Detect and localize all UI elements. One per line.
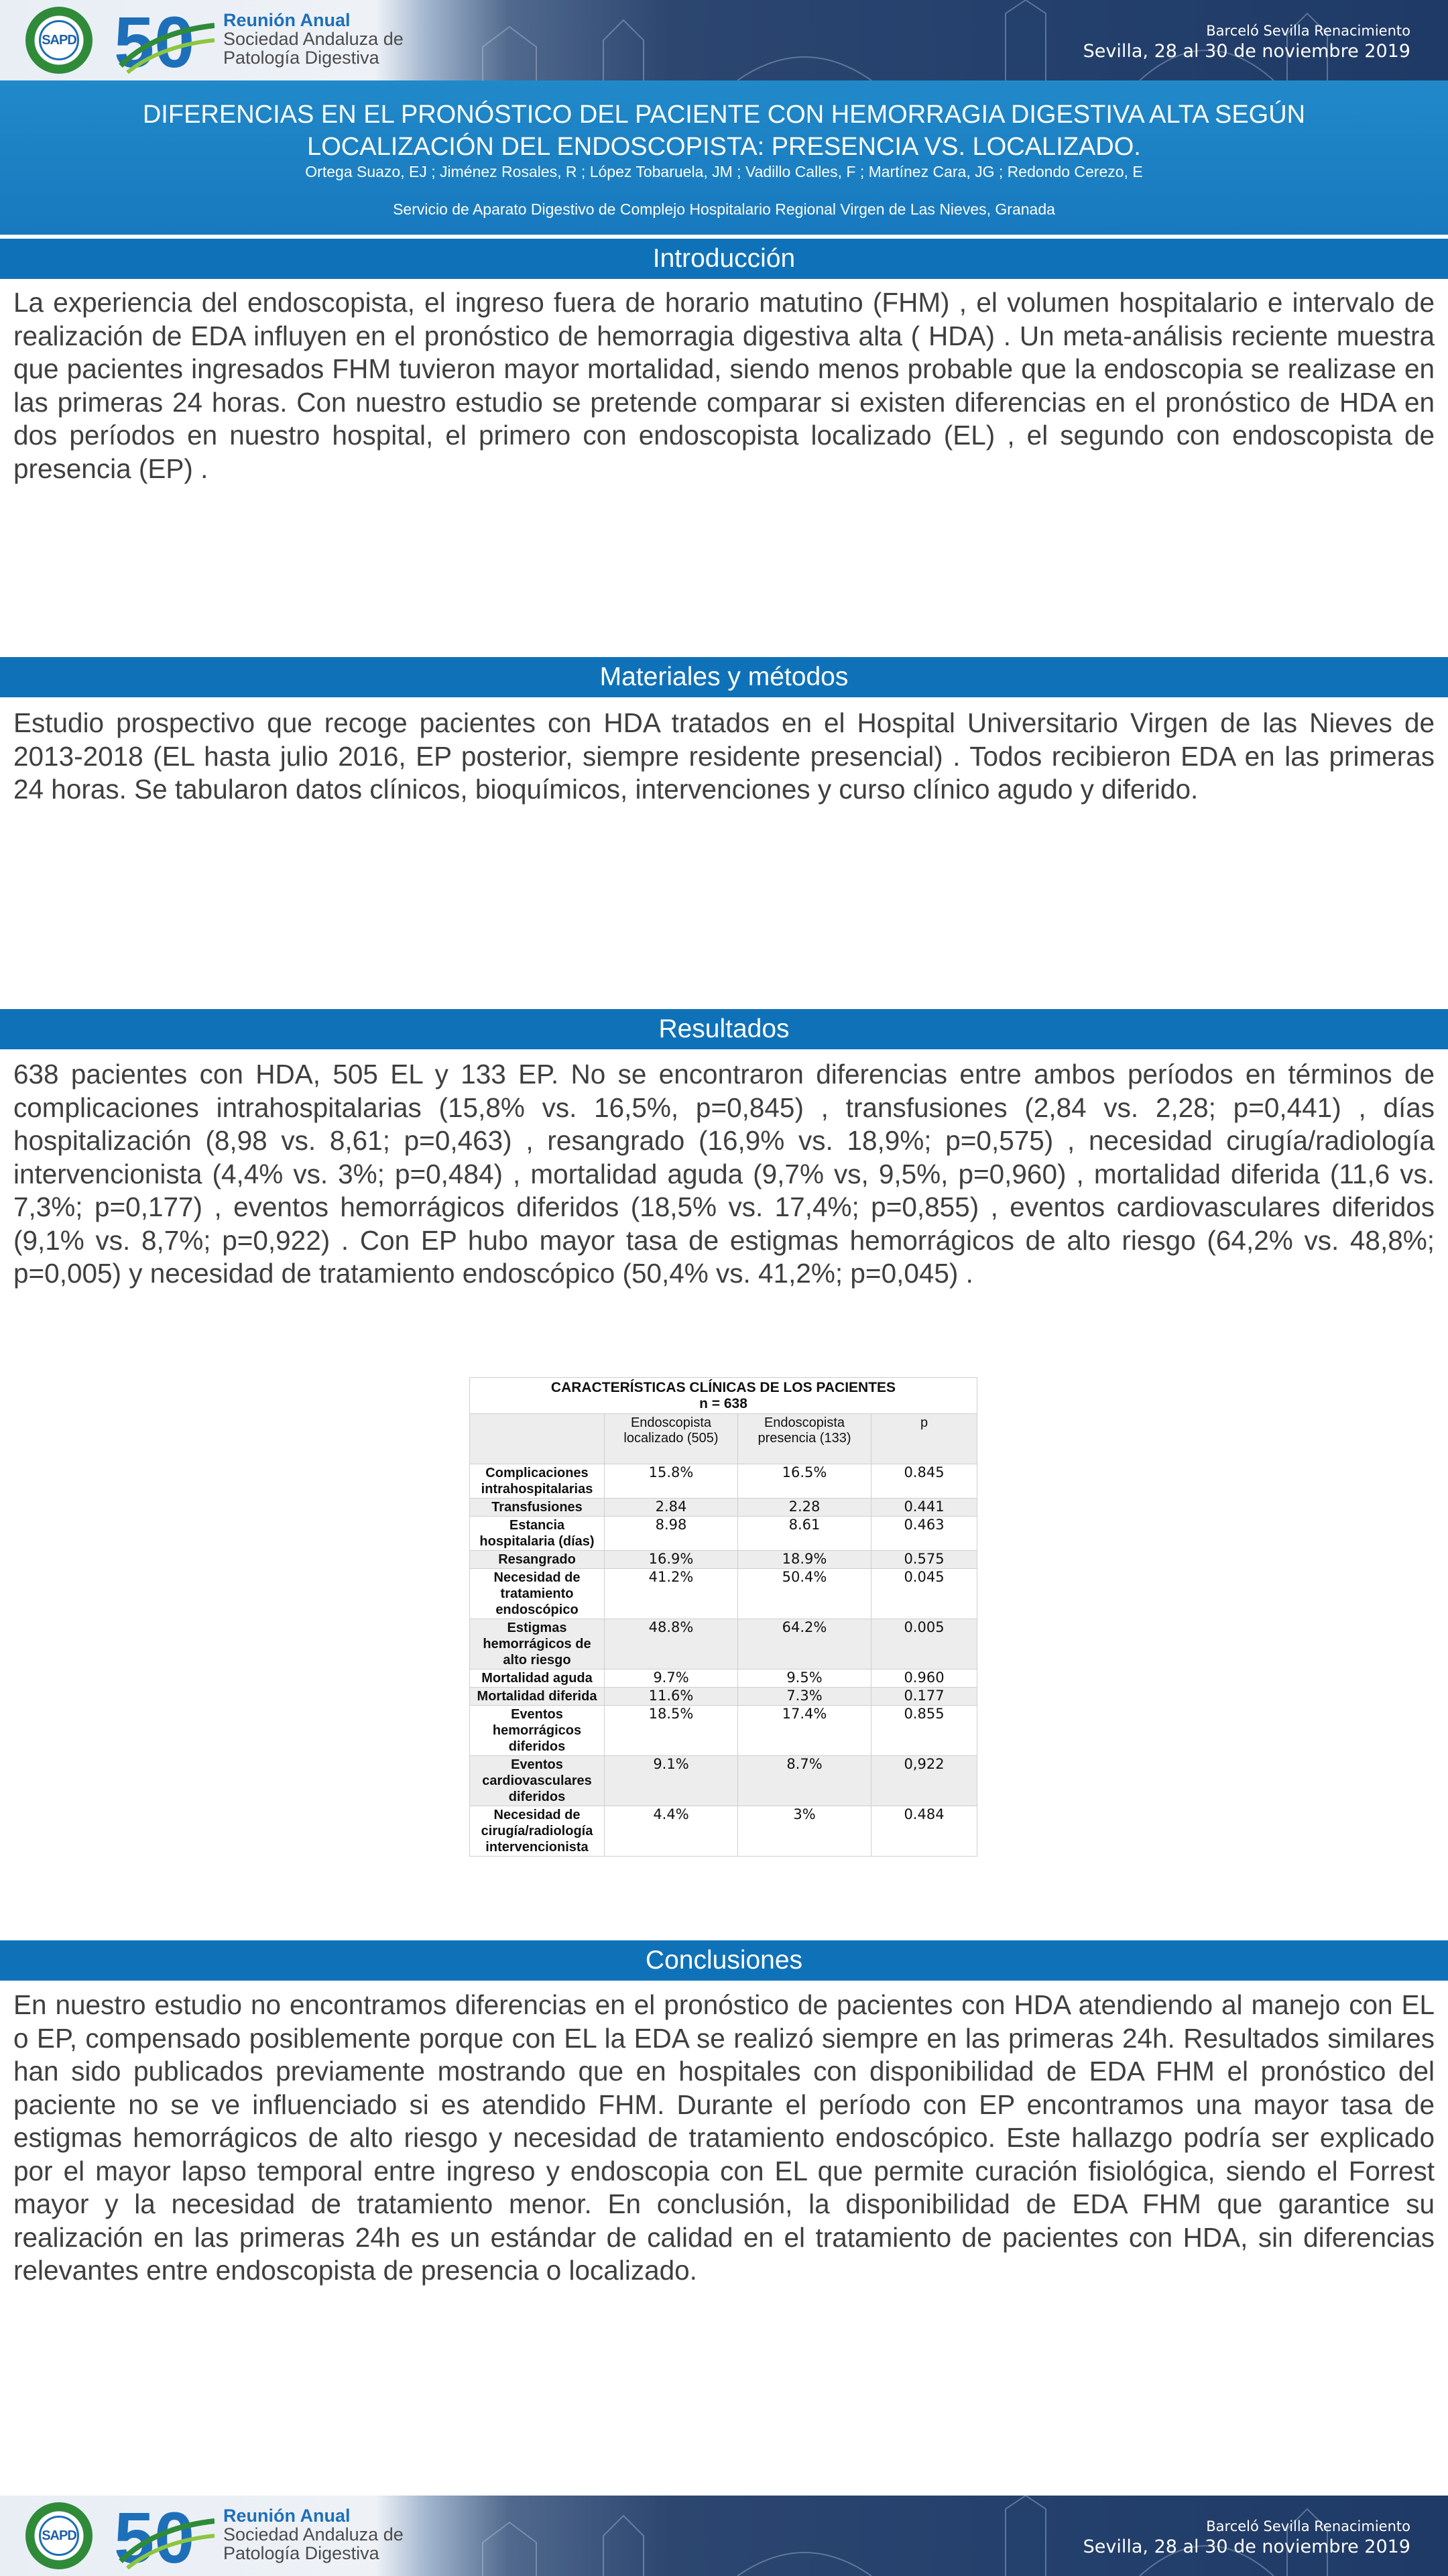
table-cell-el: 2.84 (605, 1499, 738, 1517)
table-cell-el: 11.6% (605, 1688, 738, 1706)
table-row (470, 1806, 977, 1857)
table-header-el: Endoscopista localizado (505) (605, 1414, 738, 1464)
table-cell-p: 0.845 (871, 1464, 977, 1499)
table-row-label: Necesidad de tratamiento endoscópico (470, 1569, 605, 1619)
table-row-label: Mortalidad diferida (470, 1688, 605, 1706)
table-header-p: p (871, 1414, 977, 1464)
table-cell-el: 4.4% (605, 1806, 738, 1857)
table-cell-el: 15.8% (605, 1464, 738, 1499)
event-line1: Reunión Anual (223, 2506, 351, 2526)
table-caption-line2: n = 638 (699, 1396, 747, 1411)
table-row-label: Necesidad de cirugía/radiología intervencionista (470, 1806, 605, 1857)
methods-heading: Materiales y métodos (0, 657, 1448, 697)
table-cell-el: 8.98 (605, 1517, 738, 1551)
table-cell-el: 41.2% (605, 1569, 738, 1619)
table-cell-ep: 50.4% (738, 1569, 871, 1619)
table-cell-ep: 18.9% (738, 1551, 871, 1569)
table-cell-el: 48.8% (605, 1619, 738, 1670)
table-row-label: Mortalidad aguda (470, 1670, 605, 1688)
sapd-logo-text: SAPD (39, 20, 79, 60)
table-header-row (470, 1414, 977, 1464)
table-cell-p: 0.575 (871, 1551, 977, 1569)
table-row (470, 1551, 977, 1569)
table-row (470, 1569, 977, 1619)
table-cell-p: 0.960 (871, 1670, 977, 1688)
table-row-label: Eventos cardiovasculares diferidos (470, 1756, 605, 1806)
event-dates: Sevilla, 28 al 30 de noviembre 2019 (1083, 2536, 1410, 2557)
table-caption (470, 1378, 977, 1414)
table-row (470, 1706, 977, 1756)
table-cell-p: 0.484 (871, 1806, 977, 1857)
table-row-label: Eventos hemorrágicos diferidos (470, 1706, 605, 1756)
table-caption-line1: CARACTERÍSTICAS CLÍNICAS DE LOS PACIENTES (550, 1380, 896, 1395)
sapd-logo (25, 7, 93, 74)
venue-name: Barceló Sevilla Renacimiento (1206, 23, 1410, 39)
sapd-logo (25, 2502, 93, 2569)
clinical-characteristics-table (469, 1377, 977, 1857)
table-cell-p: 0.441 (871, 1499, 977, 1517)
table-row-label: Estigmas hemorrágicos de alto riesgo (470, 1619, 605, 1670)
table-row (470, 1464, 977, 1499)
table-body (470, 1464, 977, 1857)
title-block (0, 80, 1448, 235)
results-text: 638 pacientes con HDA, 505 EL y 133 EP. No se encontraron diferencias entre ambos períodos en términos de complicaciones intrahospitalarias (15,8% vs. 16,5%, p=0,845) , transfusiones (2,84 vs. 2,28; p=0,441) , días hospitalización (8,98 vs. 8,61; p=0,463) , resangrado (16,9% vs. 18,9%; p=0,575) , necesidad cirugía/radiología intervencionista (4,4% vs. 3%; p=0,484) , mortalidad aguda (9,7% vs, 9,5%, p=0,960) , mortalidad diferida (11,6 vs. 7,3%; p=0,177) , eventos hemorrágicos diferidos (18,5% vs. 17,4%; p=0,855) , eventos cardiovasculares diferidos (9,1% vs. 8,7%; p=0,922) . Con EP hubo mayor tasa de estigmas hemorrágicos de alto riesgo (64,2% vs. 48,8%; p=0,005) y necesidad de tratamiento endoscópico (50,4% vs. 41,2%; p=0,045) . (13, 1059, 1435, 1289)
event-name (223, 11, 404, 67)
table-cell-ep: 9.5% (738, 1670, 871, 1688)
table-cell-ep: 17.4% (738, 1706, 871, 1756)
table-row (470, 1499, 977, 1517)
event-line3: Patología Digestiva (223, 2543, 379, 2563)
table-cell-ep: 2.28 (738, 1499, 871, 1517)
table-cell-p: 0.855 (871, 1706, 977, 1756)
methods-text: Estudio prospectivo que recoge pacientes con HDA tratados en el Hospital Universitario Virgen de las Nieves de 2013-2018 (EL hasta julio 2016, EP posterior, siempre residente presencial) . Todos recibieron EDA en las primeras 24 horas. Se tabularon datos clínicos, bioquímicos, intervenciones y curso clínico agudo y diferido. (13, 707, 1435, 805)
table-row (470, 1688, 977, 1706)
venue-info (1083, 2517, 1410, 2559)
table-cell-p: 0.045 (871, 1569, 977, 1619)
event-name (223, 2506, 404, 2563)
table-header-empty (470, 1414, 605, 1464)
event-line3: Patología Digestiva (223, 48, 379, 68)
table-row (470, 1517, 977, 1551)
event-line2: Sociedad Andaluza de (223, 2524, 404, 2544)
title-line1: DIFERENCIAS EN EL PRONÓSTICO DEL PACIENTE CON HEMORRAGIA DIGESTIVA ALTA SEGÚN (142, 101, 1306, 129)
venue-info (1083, 21, 1410, 63)
sapd-logo-text: SAPD (39, 2516, 79, 2556)
intro-heading: Introducción (0, 239, 1448, 279)
table-cell-p: 0.463 (871, 1517, 977, 1551)
header-banner (0, 0, 1448, 80)
table-cell-ep: 8.61 (738, 1517, 871, 1551)
table-cell-el: 18.5% (605, 1706, 738, 1756)
affiliation: Servicio de Aparato Digestivo de Complejo Hospitalario Regional Virgen de Las Nieves, Granada (393, 200, 1055, 218)
table-cell-ep: 8.7% (738, 1756, 871, 1806)
venue-name: Barceló Sevilla Renacimiento (1206, 2518, 1410, 2534)
table-row-label: Resangrado (470, 1551, 605, 1569)
table-cell-ep: 64.2% (738, 1619, 871, 1670)
conclusions-text: En nuestro estudio no encontramos diferencias en el pronóstico de pacientes con HDA atendiendo al manejo con EL o EP, compensado posiblemente porque con EL la EDA se realizó siempre en las primeras 24h. Resultados similares han sido publicados previamente mostrando que en hospitales con disponibilidad de EDA FHM el pronóstico del paciente no se ve influenciado si es atendido FHM. Durante el período con EP encontramos una mayor tasa de estigmas hemorrágicos de alto riesgo y necesidad de tratamiento endoscópico. Este hallazgo podría ser explicado por el mayor lapso temporal entre ingreso y endoscopia con EL que permite curación fisiológica, siendo el Forrest mayor y la necesidad de tratamiento menor. En conclusión, la disponibilidad de EDA FHM que garantice su realización en las primeras 24h es un estándar de calidad en el tratamiento de pacientes con HDA, sin diferencias relevantes entre endoscopista de presencia o localizado. (13, 1989, 1435, 2286)
table-cell-p: 0.005 (871, 1619, 977, 1670)
table-cell-ep: 16.5% (738, 1464, 871, 1499)
table-cell-el: 9.7% (605, 1670, 738, 1688)
event-dates: Sevilla, 28 al 30 de noviembre 2019 (1083, 41, 1410, 62)
table-row-label: Estancia hospitalaria (días) (470, 1517, 605, 1551)
table-cell-p: 0,922 (871, 1756, 977, 1806)
fifty-number: 50 (114, 5, 195, 75)
authors: Ortega Suazo, EJ ; Jiménez Rosales, R ; López Tobaruela, JM ; Vadillo Calles, F ; Martínez Cara, JG ; Redondo Cerezo, E (305, 163, 1143, 180)
table-cell-el: 9.1% (605, 1756, 738, 1806)
results-table (469, 1377, 977, 1857)
table-cell-p: 0.177 (871, 1688, 977, 1706)
table-row (470, 1670, 977, 1688)
event-line2: Sociedad Andaluza de (223, 29, 404, 49)
table-cell-el: 16.9% (605, 1551, 738, 1569)
fifty-anniversary-logo (114, 5, 215, 75)
table-caption-row (470, 1378, 977, 1414)
results-heading: Resultados (0, 1009, 1448, 1049)
table-row-label: Complicaciones intrahospitalarias (470, 1464, 605, 1499)
table-cell-ep: 7.3% (738, 1688, 871, 1706)
table-cell-ep: 3% (738, 1806, 871, 1857)
intro-text: La experiencia del endoscopista, el ingreso fuera de horario matutino (FHM) , el volumen hospitalario e intervalo de realización de EDA influyen en el pronóstico de hemorragia digestiva alta ( HDA) . Un meta-análisis reciente muestra que pacientes ingresados FHM tuvieron mayor mortalidad, siendo menos probable que la endoscopia se realizase en las primeras 24 horas. Con nuestro estudio se pretende comparar si existen diferencias en el pronóstico de HDA en dos períodos en nuestro hospital, el primero con endoscopista localizado (EL) , el segundo con endoscopista de presencia (EP) . (13, 287, 1435, 484)
poster-title (67, 99, 1381, 163)
table-row-label: Transfusiones (470, 1499, 605, 1517)
event-line1: Reunión Anual (223, 10, 351, 30)
fifty-number: 50 (114, 2501, 195, 2571)
conclusions-heading: Conclusiones (0, 1940, 1448, 1981)
table-row (470, 1756, 977, 1806)
fifty-anniversary-logo (114, 2501, 215, 2571)
title-line2: LOCALIZACIÓN DEL ENDOSCOPISTA: PRESENCIA VS. LOCALIZADO. (307, 133, 1141, 161)
table-header-ep: Endoscopista presencia (133) (738, 1414, 871, 1464)
footer-banner (0, 2496, 1448, 2576)
table-row (470, 1619, 977, 1670)
